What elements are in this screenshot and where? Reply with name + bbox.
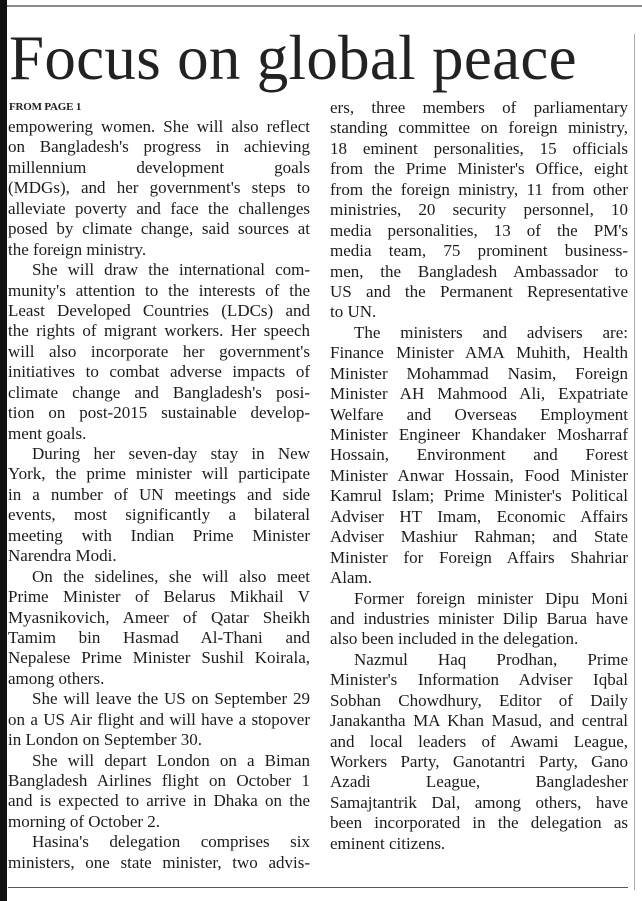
text-line: and industries minister Dilip Barua have — [330, 608, 628, 628]
text-line: On the sidelines, she will also meet — [32, 566, 310, 586]
text-line: Minister Anwar Hossain, Food Minister — [330, 465, 628, 485]
text-line: also been included in the delegation. — [330, 629, 579, 649]
text-line: (MDGs), and her government's steps to — [8, 178, 310, 198]
text-line: from the Prime Minister's Office, eight — [330, 159, 628, 179]
paragraph — [8, 444, 310, 567]
text-line: Hossain, Environment and Forest — [330, 445, 628, 465]
text-line: 18 eminent personalities, 15 officials — [330, 138, 628, 158]
text-line: Workers Party, Ganotantri Party, Gano — [330, 752, 628, 771]
text-line: Former foreign minister Dipu Moni — [354, 588, 628, 608]
headline: Focus on global peace — [9, 23, 577, 93]
text-line: morning of October 2. — [8, 811, 161, 831]
text-line: munity's attention to the interests of the — [8, 280, 310, 300]
text-line: She will leave the US on September 29 — [32, 689, 310, 709]
text-line: Welfare and Overseas Employment — [330, 404, 628, 424]
bottom-rule — [8, 887, 628, 888]
paragraph — [8, 117, 310, 260]
text-line: media team, 75 prominent business- — [330, 241, 628, 261]
text-line: and is expected to arrive in Dhaka on the — [8, 791, 310, 811]
text-line: from the foreign ministry, 11 from other — [330, 179, 628, 199]
text-line: During her seven-day stay in New — [32, 444, 310, 463]
article-column-left — [8, 117, 310, 873]
text-line: ministers, one state minister, two advis- — [8, 852, 310, 872]
text-line: Janakantha MA Khan Masud, and central — [330, 711, 628, 731]
paragraph — [330, 98, 628, 323]
text-line: Minister Mohammad Nasim, Foreign — [330, 363, 628, 383]
text-line: eminent citizens. — [330, 833, 446, 853]
text-line: York, the prime minister will participate — [8, 464, 310, 484]
text-line: initiatives to combat adverse impacts of — [8, 362, 310, 382]
text-line: among others. — [8, 668, 105, 688]
text-line: ministries, 20 security personnel, 10 — [330, 200, 628, 220]
text-line: media personalities, 13 of the PM's — [330, 220, 628, 240]
text-line: Sobhan Chowdhury, Editor of Daily — [330, 690, 628, 710]
text-line: Nazmul Haq Prodhan, Prime — [354, 649, 628, 669]
text-line: on a US Air flight and will have a stopover — [8, 709, 310, 729]
text-line: and local leaders of Awami League, — [330, 731, 628, 751]
text-line: US and the Permanent Representative — [330, 281, 628, 301]
text-line: Narendra Modi. — [8, 546, 117, 566]
text-line: millennium development goals — [8, 157, 310, 177]
text-line: Adviser HT Imam, Economic Affairs — [330, 506, 628, 526]
text-line: the foreign ministry. — [8, 239, 147, 259]
text-line: Finance Minister AMA Muhith, Health — [330, 343, 628, 363]
paragraph — [8, 751, 310, 833]
text-line: Minister's Information Adviser Iqbal — [330, 670, 628, 690]
paragraph — [8, 567, 310, 690]
text-line: meeting with Indian Prime Minister — [8, 525, 310, 545]
text-line: on Bangladesh's progress in achieving — [8, 137, 310, 157]
text-line: standing committee on foreign ministry, — [330, 118, 628, 138]
text-line: ers, three members of parliamentary — [330, 98, 628, 117]
text-line: alleviate poverty and face the challenges — [8, 198, 310, 218]
text-line: events, most significantly a bilateral — [8, 505, 310, 525]
text-line: in London on September 30. — [8, 730, 203, 750]
column-rule — [634, 34, 635, 890]
paragraph — [330, 589, 628, 650]
text-line: been incorporated in the delegation as — [330, 813, 628, 833]
text-line: empowering women. She will also reflect — [8, 117, 310, 136]
text-line: Alam. — [330, 568, 373, 588]
text-line: men, the Bangladesh Ambassador to — [330, 261, 628, 281]
text-line: will also incorporate her government's — [8, 341, 310, 361]
text-line: Bangladesh Airlines flight on October 1 — [8, 771, 310, 790]
text-line: Prime Minister of Belarus Mikhail V — [8, 587, 310, 607]
text-line: Myasnikovich, Ameer of Qatar Sheikh — [8, 607, 310, 627]
paragraph — [330, 323, 628, 589]
top-rule — [7, 5, 642, 7]
text-line: Minister AH Mahmood Ali, Expatriate — [330, 384, 628, 404]
text-line: climate change and Bangladesh's posi- — [8, 382, 310, 402]
text-line: Azadi League, Bangladesher — [330, 772, 628, 792]
text-line: Hasina's delegation comprises six — [32, 832, 310, 852]
article-column-right — [330, 98, 628, 854]
text-line: ment goals. — [8, 423, 87, 443]
scan-edge-bar — [0, 0, 7, 901]
text-line: Kamrul Islam; Prime Minister's Political — [330, 486, 628, 506]
text-line: Samajtantrik Dal, among others, have — [330, 792, 628, 812]
text-line: Least Developed Countries (LDCs) and — [8, 300, 310, 320]
text-line: Tamim bin Hasmad Al-Thani and — [8, 627, 310, 647]
text-line: the rights of migrant workers. Her speech — [8, 321, 310, 341]
text-line: posed by climate change, said sources at — [8, 219, 310, 239]
text-line: to UN. — [330, 302, 377, 322]
text-line: Nepalese Prime Minister Sushil Koirala, — [8, 648, 310, 668]
paragraph — [8, 832, 310, 873]
text-line: She will draw the international com- — [32, 260, 310, 280]
text-line: Minister Engineer Khandaker Mosharraf — [330, 425, 628, 444]
paragraph — [330, 650, 628, 854]
text-line: tion on post-2015 sustainable develop- — [8, 403, 310, 423]
text-line: Minister for Foreign Affairs Shahriar — [330, 547, 628, 567]
paragraph — [8, 260, 310, 444]
text-line: She will depart London on a Biman — [32, 750, 310, 770]
from-page-kicker: FROM PAGE 1 — [9, 101, 82, 113]
text-line: in a number of UN meetings and side — [8, 484, 310, 504]
paragraph — [8, 689, 310, 750]
text-line: Adviser Mashiur Rahman; and State — [330, 527, 628, 547]
text-line: The ministers and advisers are: — [354, 322, 628, 342]
